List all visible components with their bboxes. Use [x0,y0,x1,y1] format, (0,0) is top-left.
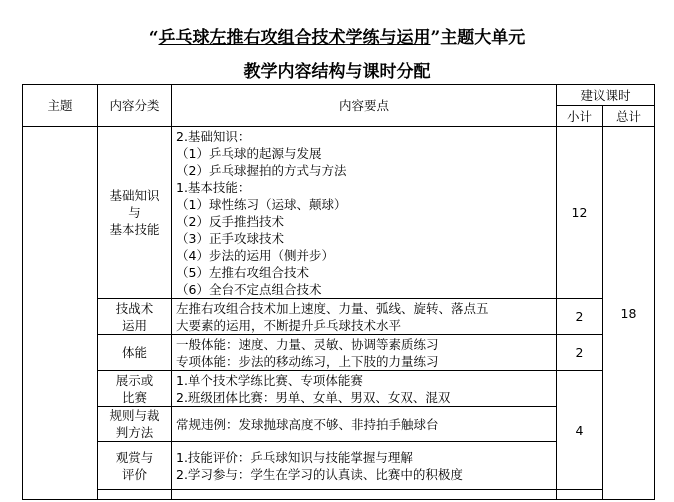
header-row [23,85,655,106]
header-points: 内容要点 [172,85,557,127]
points-cell-empty [172,490,557,500]
title-underlined-topic: 乒乓球左推右攻组合技术学练与运用 [158,28,431,48]
theme-cell [23,127,98,500]
content-table [22,84,655,500]
header-theme: 主题 [23,85,98,127]
subtotal-cell: 4 [557,371,603,490]
points-cell: 1.技能评价：乒乓球知识与技能掌握与理解 2.学习参与：学生在学习的认真读、比赛中的积极度 [172,442,557,490]
header-subtotal: 小计 [557,106,603,127]
header-category: 内容分类 [98,85,172,127]
points-cell: 2.基础知识： （1）乒乓球的起源与发展 （2）乒乓球握拍的方式与方法 1.基本技能： （1）球性练习（运球、颠球） （2）反手推挡技术 （3）正手攻球技术 （4）步法的运用（侧并步） （5）左推右攻组合技术 （6）全台不定点组合技术 [172,127,557,299]
points-cell: 一般体能：速度、力量、灵敏、协调等素质练习 专项体能：步法的移动练习，上下肢的力量练习 [172,335,557,371]
points-cell: 常规违例：发球抛球高度不够、非持拍手触球台 [172,407,557,442]
category-cell: 体能 [98,335,172,371]
subtotal-cell-empty [557,490,603,500]
category-cell: 展示或 比赛 [98,371,172,407]
category-cell: 观赏与 评价 [98,442,172,490]
table-row [23,371,655,407]
document-subtitle: 教学内容结构与课时分配 [243,62,431,82]
points-cell: 左推右攻组合技术加上速度、力量、弧线、旋转、落点五 大要素的运用，不断提升乒乓球技术水平 [172,299,557,335]
title-open-quote: “ [148,28,159,48]
header-hours: 建议课时 [557,85,655,106]
table-row [23,127,655,299]
header-total: 总计 [603,106,655,127]
category-cell-empty [98,490,172,500]
table-row [23,335,655,371]
subtotal-cell: 2 [557,299,603,335]
subtotal-cell: 2 [557,335,603,371]
table-row-empty [23,490,655,500]
category-cell: 技战术 运用 [98,299,172,335]
total-cell: 18 [603,127,655,500]
title-suffix: 主题大单元 [440,28,526,48]
subtotal-cell: 12 [557,127,603,299]
points-cell: 1.单个技术学练比赛、专项体能赛 2.班级团体比赛：男单、女单、男双、女双、混双 [172,371,557,407]
category-cell: 基础知识 与 基本技能 [98,127,172,299]
title-close-quote: ” [430,28,441,48]
table-row [23,299,655,335]
category-cell: 规则与裁 判方法 [98,407,172,442]
document-title [0,26,674,50]
